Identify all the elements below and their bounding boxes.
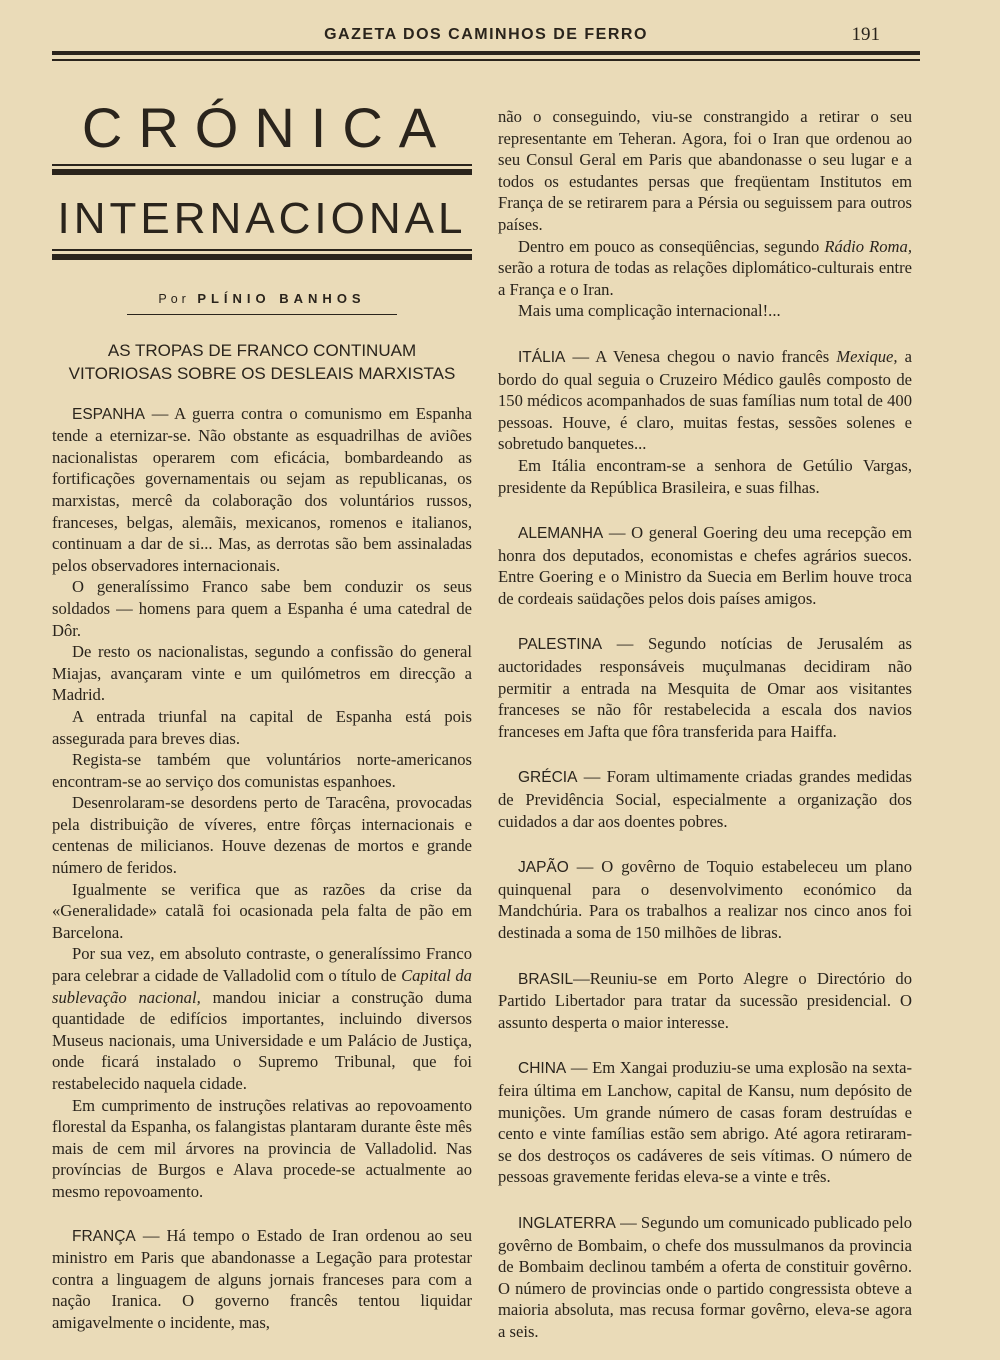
title-rule-thin xyxy=(52,164,472,166)
headline-line-1: AS TROPAS DE FRANCO CONTINUAM xyxy=(107,340,417,360)
headline-line-2: VITORIOSAS SOBRE OS DESLEAIS MARXISTAS xyxy=(68,363,456,383)
country-label-franca: FRANÇA xyxy=(72,1227,136,1245)
byline xyxy=(52,288,472,311)
paragraph-valladolid xyxy=(52,943,472,1094)
espanha-text: — A guerra contra o comunismo em Espanha tende a eternizar-se. Não obstante as esquadrilhas de aviões nacionalistas operarem com eficácia, bombardeando as fortificações governamentais ou sejam as republicanas, os marxistas, mercê da colaboração dos voluntários russos, franceses, belgas, alemãis, mexicanos, romenos e italianos, continuam a dar de si... Mas, as derrotas são bem assinaladas pelos observadores internacionais. xyxy=(52,403,472,575)
italic-run: Rádio Roma, xyxy=(824,236,912,256)
country-label-alemanha: ALEMANHA xyxy=(518,525,604,543)
grecia-text: — Foram ultimamente criadas grandes medidas de Previdência Social, especialmente a organização dos cuidados a dar aos doentes pobres. xyxy=(498,767,912,831)
paragraph-italia xyxy=(498,346,912,455)
japao-text: — O govêrno de Toquio estabeleceu um plano quinquenal para o desenvolvimento económico da Mandchúria. Para os trabalhos a realizar nos cinco anos foi destinada a soma de 150 milhões de libras. xyxy=(498,857,912,942)
paragraph: Em cumprimento de instruções relativas ao repovoamento florestal da Espanha, os falangistas plantaram durante êste mês mais de cem mil árvores na provincia de Valladolid. Nas províncias de Burgos e Alava procede-se actualmente ao mesmo repovoamento. xyxy=(52,1095,472,1201)
header-rule-thin xyxy=(52,59,920,61)
subtitle-rule-thick xyxy=(52,254,472,260)
palestina-text: — Segundo notícias de Jerusalém as auctoridades responsáveis muçulmanas decidiram não permitir a entrada na Mesquita de Omar aos visitantes franceses se não fôr restabelecida a escala dos navios franceses em Jafta que fôra transferida para Haiffa. xyxy=(498,634,912,741)
brasil-text: —Reuniu-se em Porto Alegre o Directório do Partido Libertador para tratar da sucessão presidencial. O assunto desperta o maior interesse. xyxy=(498,968,912,1032)
country-label-brasil: BRASIL xyxy=(518,970,574,988)
china-text: — Em Xangai produziu-se uma explosão na sexta-feira última em Lanchow, capital de Kansu, num depósito de munições. Um grande número de casas foram destruídas e cento e vinte famílias estão sem abrigo. Até agora retiraram-se dos destroços os cadáveres de seis vítimas. O número de pessoas gravemente feridas eleva-se a vinte e três. xyxy=(498,1058,912,1187)
paragraph: O generalíssimo Franco sabe bem conduzir os seus soldados — homens para quem a Espanha é uma catedral de Dôr. xyxy=(52,577,472,640)
header-rule-thick xyxy=(52,51,920,55)
paragraph: Regista-se também que voluntários norte-americanos encontram-se ao serviço dos comunistas espanhoes. xyxy=(52,750,472,791)
paragraph-continued: não o conseguindo, viu-se constrangido a retirar o seu representante em Teheran. Agora, foi o Iran que ordenou ao seu Consul Geral em Paris que abandonasse o seu lugar e a todos os estudantes persas que freqüentam Institutos em França de se retirarem para a Pérsia ou seguissem para outros países. xyxy=(498,107,912,234)
text-run: Dentro em pouco as conseqüências, segundo xyxy=(518,236,825,256)
article-title: CRÓNICA xyxy=(81,96,453,159)
italic-run: Capital da sublevação nacional, xyxy=(52,966,472,1007)
country-label-italia: ITÁLIA xyxy=(518,348,566,366)
article-subtitle: INTERNACIONAL xyxy=(57,194,467,243)
right-column xyxy=(498,106,912,1343)
country-label-grecia: GRÉCIA xyxy=(518,769,578,787)
text-run: Por sua vez, em absoluto contraste, o generalíssimo Franco para celebrar a cidade de Valladolid com o título de xyxy=(52,944,472,986)
text-run: mandou iniciar a construção duma quantidade de edifícios importantes, incluindo diversos Museus nacionais, uma Universidade e um Palácio de Justiça, onde ficará instalado o Supremo Tribunal, que foi restabelecido naquela cidade. xyxy=(52,987,472,1093)
alemanha-text: — O general Goering deu uma recepção em honra dos deputados, economistas e chefes agrários suecos. Entre Goering e o Ministro da Suecia em Berlim houve troca de cordeais saüdações pelos dois países amigos. xyxy=(498,523,912,608)
running-header xyxy=(52,26,920,46)
paragraph-grecia xyxy=(498,766,912,832)
journal-title: GAZETA DOS CAMINHOS DE FERRO xyxy=(324,26,648,43)
byline-rule xyxy=(127,314,397,315)
paragraph: Em Itália encontram-se a senhora de Getúlio Vargas, presidente da República Brasileira, e suas filhas. xyxy=(498,455,912,497)
paragraph-brasil xyxy=(498,968,912,1034)
inglaterra-text: — Segundo um comunicado publicado pelo govêrno de Bombaim, o chefe dos mussulmanos da provincia de Bombaim declinou também a oferta de constituir govêrno. O número de provincias onde o partido congressista obteve a maioria absoluta, mas recusa formar govêrno, eleva-se agora a seis. xyxy=(498,1212,912,1341)
section-headline xyxy=(52,339,472,385)
paragraph-palestina xyxy=(498,633,912,742)
country-label-china: CHINA xyxy=(518,1060,567,1078)
title-rule-thick xyxy=(52,169,472,175)
paragraph-radio-roma xyxy=(498,236,912,301)
paragraph-franca xyxy=(52,1225,472,1334)
text-run: serão a rotura de todas as relações diplomático-culturais entre a França e o Iran. xyxy=(498,258,912,299)
paragraph: Mais uma complicação internacional!... xyxy=(518,301,781,321)
paragraph-japao xyxy=(498,856,912,943)
italic-run: Mexique, xyxy=(836,346,898,366)
franca-text: — Há tempo o Estado de Iran ordenou ao seu ministro em Paris que abandonasse a Legação para protestar contra a linguagem de alguns jornais franceses para com a nação Iranica. O governo francês tentou liquidar amigavelmente o incidente, mas, xyxy=(52,1225,472,1332)
text-run: a bordo do qual seguia o Cruzeiro Médico gaulês composto de 150 médicos acompanhados de suas famílias num total de 400 pessoas. Houve, é claro, muitas festas, sessões solenes e sobretudo banquetes... xyxy=(498,346,913,454)
paragraph-alemanha xyxy=(498,522,912,609)
paragraph-china xyxy=(498,1057,912,1188)
country-label-espanha: ESPANHA xyxy=(72,405,145,423)
country-label-inglaterra: INGLATERRA xyxy=(518,1214,616,1232)
country-label-palestina: PALESTINA xyxy=(518,636,603,654)
subtitle-rule-thin xyxy=(52,249,472,251)
paragraph-inglaterra xyxy=(498,1212,912,1343)
paragraph-espanha xyxy=(52,403,472,577)
left-column xyxy=(52,96,472,1334)
paragraph: A entrada triunfal na capital de Espanha está pois assegurada para breves dias. xyxy=(52,706,472,748)
page-number: 191 xyxy=(851,24,880,45)
paragraph: Igualmente se verifica que as razões da crise da «Generalidade» catalã foi ocasionada pela falta de pão em Barcelona. xyxy=(52,879,472,942)
paragraph: De resto os nacionalistas, segundo a confissão do general Miajas, avançaram vinte e um quilómetros em direcção a Madrid. xyxy=(52,642,472,705)
byline-author: PLÍNIO BANHOS xyxy=(197,291,366,306)
paragraph: Desenrolaram-se desordens perto de Taracêna, provocadas pela distribuição de víveres, entre fôrças internacionais e centenas de milicianos. Houve dezenas de mortos e grande número de feridos. xyxy=(52,793,472,878)
country-label-japao: JAPÃO xyxy=(518,859,569,877)
byline-prefix: Por xyxy=(158,292,190,306)
text-run: — A Venesa chegou o navio francês xyxy=(565,346,837,366)
